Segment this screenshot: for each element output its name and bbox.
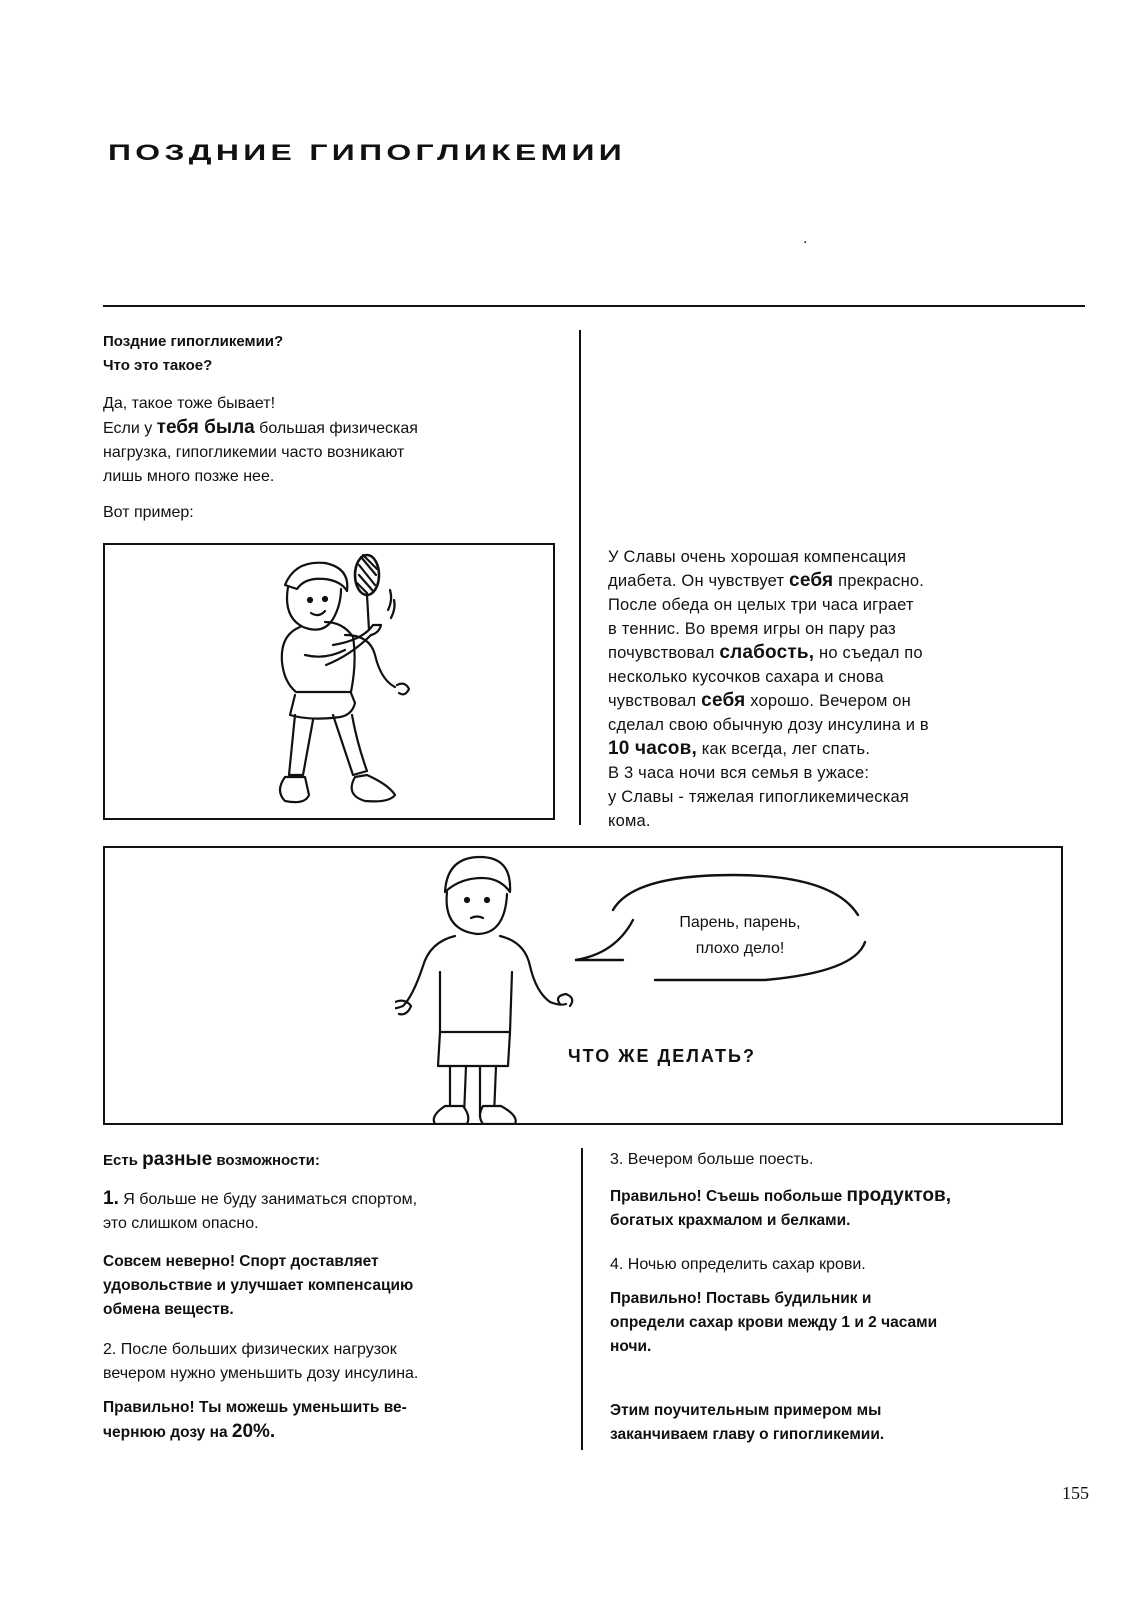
column-divider-top (579, 330, 581, 825)
options-header: Есть разные возможности: (103, 1149, 320, 1170)
intro-section (103, 330, 563, 525)
option-1-line-2: это слишком опасно. (103, 1215, 259, 1232)
option-2-line-1: 2. После больших физических нагрузок (103, 1341, 397, 1358)
options-left-column (103, 1148, 573, 1445)
answer-1-line-3: обмена веществ. (103, 1301, 234, 1318)
story-line-7: чувствовал себя хорошо. Вечером он (608, 690, 911, 711)
title-divider (103, 305, 1085, 307)
option-4: 4. Ночью определить сахар крови. (610, 1256, 866, 1273)
closing-line-1: Этим поучительным примером мы (610, 1402, 882, 1419)
story-line-3: После обеда он целых три часа играет (608, 596, 914, 614)
answer-2-line-1: Правильно! Ты можешь уменьшить ве- (103, 1399, 407, 1416)
tennis-illustration-frame (103, 543, 555, 820)
column-divider-bottom (581, 1148, 583, 1450)
speech-line-2: плохо дело! (695, 940, 785, 957)
answer-4-line-1: Правильно! Поставь будильник и (610, 1290, 872, 1307)
intro-line-3: нагрузка, гипогликемии часто возникают (103, 444, 405, 461)
options-right-column (610, 1148, 1080, 1447)
option-1-line-1: 1. Я больше не буду заниматься спортом, (103, 1188, 418, 1209)
what-to-do-heading: ЧТО ЖЕ ДЕЛАТЬ? (568, 1046, 756, 1066)
story-line-8: сделал свою обычную дозу инсулина и в (608, 716, 929, 734)
story-line-1: У Славы очень хорошая компенсация (608, 548, 907, 566)
confused-boy-frame (103, 846, 1063, 1125)
story-text (608, 545, 1068, 833)
story-line-11: у Славы - тяжелая гипогликемическая (608, 788, 910, 806)
story-line-4: в теннис. Во время игры он пару раз (608, 620, 896, 638)
tennis-boy-illustration (105, 545, 553, 818)
story-line-6: несколько кусочков сахара и снова (608, 668, 884, 686)
intro-question-2: Что это такое? (103, 357, 213, 374)
stray-dot: . (803, 230, 808, 247)
intro-line-4: лишь много позже нее. (103, 468, 275, 485)
intro-line-2: Если у тебя была большая физическая (103, 417, 418, 438)
example-label: Вот пример: (103, 504, 194, 521)
answer-4-line-2: определи сахар крови между 1 и 2 часами (610, 1314, 938, 1331)
answer-3-line-2: богатых крахмалом и белками. (610, 1212, 851, 1229)
speech-line-1: Парень, парень, (679, 914, 801, 931)
story-line-12: кома. (608, 812, 651, 830)
page-title: ПОЗДНИЕ ГИПОГЛИКЕМИИ (108, 140, 627, 165)
story-line-5: почувствовал слабость, но съедал по (608, 642, 923, 663)
story-line-10: В 3 часа ночи вся семья в ужасе: (608, 764, 870, 782)
intro-line-1: Да, такое тоже бывает! (103, 395, 276, 412)
intro-question-1: Поздние гипогликемии? (103, 333, 284, 350)
answer-2-line-2: чернюю дозу на 20%. (103, 1421, 276, 1442)
story-line-2: диабета. Он чувствует себя прекрасно. (608, 570, 925, 591)
option-2-line-2: вечером нужно уменьшить дозу инсулина. (103, 1365, 419, 1382)
answer-1-line-1: Совсем неверно! Спорт доставляет (103, 1253, 379, 1270)
answer-1-line-2: удовольствие и улучшает компенсацию (103, 1277, 414, 1294)
answer-3-line-1: Правильно! Съешь побольше продуктов, (610, 1185, 951, 1206)
closing-line-2: заканчиваем главу о гипогликемии. (610, 1426, 885, 1443)
page-number: 155 (1062, 1483, 1089, 1503)
option-3: 3. Вечером больше поесть. (610, 1151, 814, 1168)
speech-bubble-text (625, 910, 855, 962)
story-line-9: 10 часов, как всегда, лег спать. (608, 738, 871, 759)
answer-4-line-3: ночи. (610, 1338, 652, 1355)
